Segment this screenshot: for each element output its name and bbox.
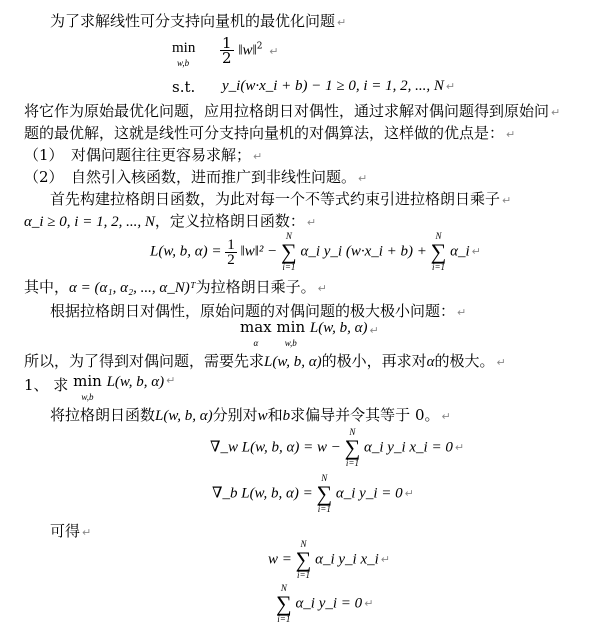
lagrangian-equation: L(w, b, α) = $\frac{1}{2}$ ‖w‖² − N ∑ i=1 α_i y_i (w·x_i + b) + N ∑ i=1 α_i ↵ (150, 231, 481, 272)
primal-constraint: y_i(w·x_i + b) − 1 ≥ 0, i = 1, 2, ..., N ↵ (222, 78, 456, 94)
paragraph-1-line-1: 将它作为原始最优化问题，应用拉格朗日对偶性，通过求解对偶问题得到原始问 ↵ (24, 102, 561, 120)
result-sum-equation: N ∑ i=1 α_i y_i = 0 ↵ (276, 583, 374, 624)
paragraph-4: 所以，为了得到对偶问题，需要先求L(w, b, α)的极小，再求对α的极大。 ↵ (24, 352, 506, 370)
step-1-heading: 1、 求 min w,b L(w, b, α) ↵ (24, 372, 176, 402)
half-fraction: $\frac{1}{2}$ (222, 34, 232, 67)
sum-symbol: N ∑ i=1 (430, 231, 447, 272)
paragraph-3: 根据拉格朗日对偶性，原始问题的对偶问题的极大极小问题： ↵ (50, 302, 467, 320)
primal-min (172, 40, 195, 57)
paragraph-mark: ↵ (269, 44, 279, 58)
step-1-description: 将拉格朗日函数L(w, b, α)分别对w和b求偏导并令其等于 0。 ↵ (50, 406, 451, 424)
objective-power: 2 (256, 41, 263, 52)
where-line: 其中，α = (α₁, α₂, ..., α_N)ᵀ为拉格朗日乘子。 ↵ (24, 278, 327, 296)
paragraph-mark: ↵ (337, 16, 347, 29)
obtain-label: 可得 ↵ (50, 522, 92, 540)
primal-min-sub: w,b (177, 58, 190, 68)
intro-line (50, 10, 346, 31)
result-w-equation: w = N ∑ i=1 α_i y_i x_i ↵ (268, 539, 390, 580)
multiplier-condition: α_i ≥ 0, i = 1, 2, ..., N (24, 214, 155, 230)
gradient-w-equation: ∇_w L(w, b, α) = w − N ∑ i=1 α_i y_i x_i = 0 ↵ (210, 427, 465, 468)
paragraph-2-line-1: 首先构建拉格朗日函数，为此对每一个不等式约束引进拉格朗日乘子 ↵ (50, 190, 512, 208)
paragraph-2-line-2: α_i ≥ 0, i = 1, 2, ..., N，定义拉格朗日函数： ↵ (24, 212, 317, 230)
intro-text: 为了求解线性可分支持向量机的最优化问题 (50, 12, 336, 30)
primal-st: s.t. (172, 78, 196, 96)
objective-norm: ‖w‖ (238, 42, 257, 59)
maxmin-expression: max α min w,b L(w, b, α) ↵ (240, 318, 379, 348)
advantage-1: （1） 对偶问题往往更容易求解； ↵ (24, 146, 263, 164)
paragraph-1-line-2: 题的最优解，这就是线性可分支持向量机的对偶算法，这样做的优点是： ↵ (24, 124, 516, 142)
gradient-b-equation: ∇_b L(w, b, α) = N ∑ i=1 α_i y_i = 0 ↵ (212, 473, 414, 514)
advantage-2: （2） 自然引入核函数，进而推广到非线性问题。 ↵ (24, 168, 368, 186)
primal-objective (220, 36, 279, 65)
min-operator: min (172, 40, 196, 56)
sum-symbol: N ∑ i=1 (281, 231, 297, 272)
